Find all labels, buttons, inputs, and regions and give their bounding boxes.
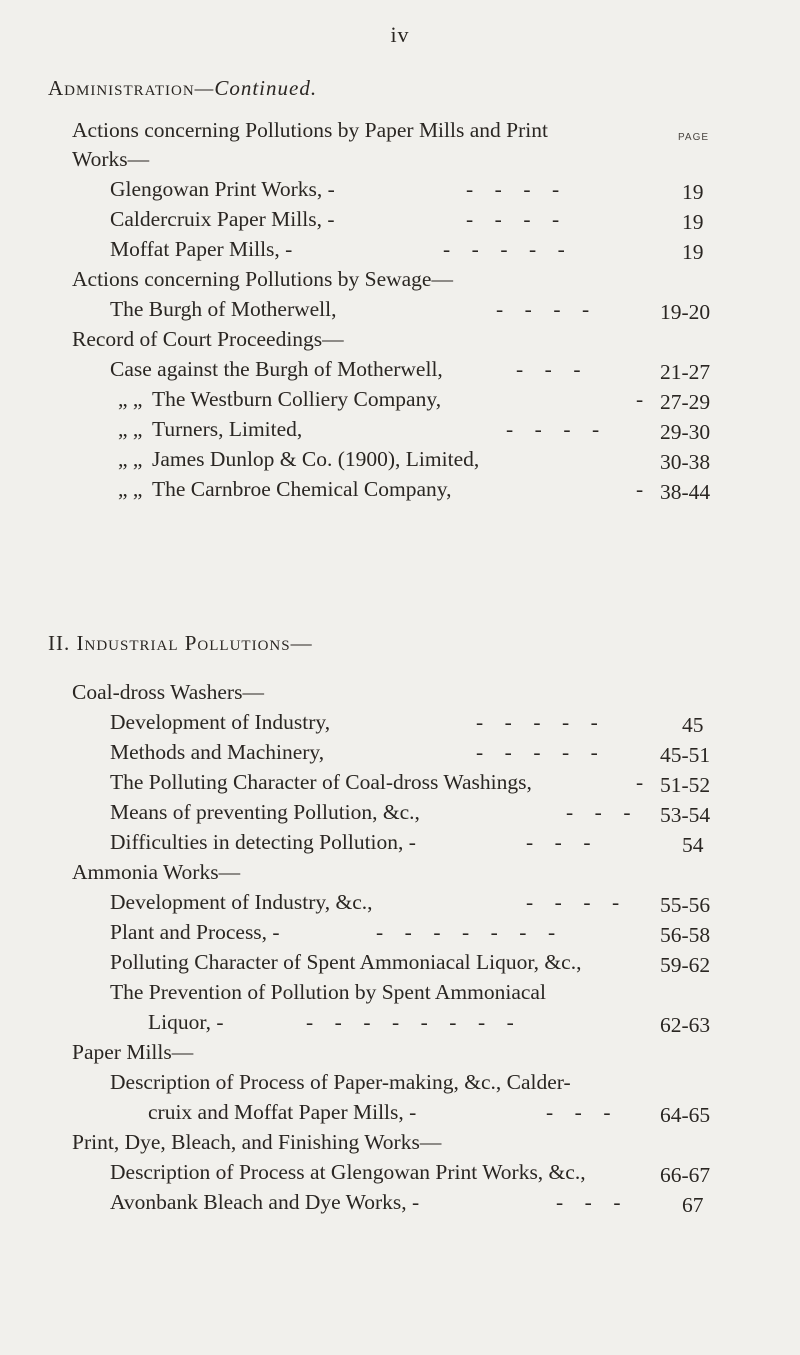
leader-dashes: - - - - xyxy=(496,297,590,321)
leader-dashes: - - - - - xyxy=(476,710,598,734)
toc-entry: Description of Process of Paper-making, &c., Calder- xyxy=(110,1070,571,1094)
leader-dashes: - - - xyxy=(556,1190,621,1214)
toc-entry: Avonbank Bleach and Dye Works, - xyxy=(110,1190,420,1214)
toc-heading: Works— xyxy=(72,147,150,171)
leader-dashes: - - - - - xyxy=(443,237,565,261)
leader-dashes: - - - xyxy=(546,1100,611,1124)
toc-heading: Actions concerning Pollutions by Sewage— xyxy=(72,267,453,291)
toc-entry: The Burgh of Motherwell, xyxy=(110,297,337,321)
toc-entry: cruix and Moffat Paper Mills, - xyxy=(148,1100,417,1124)
toc-entry: The Prevention of Pollution by Spent Ammoniacal xyxy=(110,980,546,1004)
leader-dashes: - xyxy=(636,477,644,501)
ditto-marks: „ „ xyxy=(118,417,143,441)
leader-dashes: - - - xyxy=(516,357,581,381)
toc-page: 19 xyxy=(682,180,704,204)
toc-entry: The Polluting Character of Coal-dross Washings, xyxy=(110,770,532,794)
toc-entry: Polluting Character of Spent Ammoniacal Liquor, &c., xyxy=(110,950,582,974)
toc-entry: Means of preventing Pollution, &c., xyxy=(110,800,420,824)
toc-page: 54 xyxy=(682,833,704,857)
toc-heading: Paper Mills— xyxy=(72,1040,194,1064)
toc-entry: Description of Process at Glengowan Print Works, &c., xyxy=(110,1160,586,1184)
leader-dashes: - - - - xyxy=(506,417,600,441)
leader-dashes: - xyxy=(636,770,644,794)
section-number: II. xyxy=(48,631,71,655)
toc-page: 56-58 xyxy=(660,923,711,947)
leader-dashes: - - - - - xyxy=(476,740,598,764)
toc-entry: Caldercruix Paper Mills, - xyxy=(110,207,335,231)
toc-page: 45-51 xyxy=(660,743,711,767)
toc-heading: Record of Court Proceedings— xyxy=(72,327,344,351)
toc-heading: Print, Dye, Bleach, and Finishing Works— xyxy=(72,1130,442,1154)
toc-page: 51-52 xyxy=(660,773,711,797)
section-heading xyxy=(48,631,313,656)
toc-page: 62-63 xyxy=(660,1013,711,1037)
toc-entry: Liquor, - xyxy=(148,1010,224,1034)
toc-page: 30-38 xyxy=(660,450,711,474)
toc-page: 67 xyxy=(682,1193,704,1217)
toc-page: 59-62 xyxy=(660,953,711,977)
section-title: Industrial Pollutions— xyxy=(76,631,313,655)
toc-page: 55-56 xyxy=(660,893,711,917)
toc-heading: Ammonia Works— xyxy=(72,860,241,884)
toc-page: 45 xyxy=(682,713,704,737)
ditto-marks: „ „ xyxy=(118,477,143,501)
toc-page: 53-54 xyxy=(660,803,711,827)
toc-entry: Development of Industry, xyxy=(110,710,331,734)
leader-dashes: - - - - xyxy=(466,207,560,231)
toc-page: 64-65 xyxy=(660,1103,711,1127)
running-head-title: Administration xyxy=(48,76,195,100)
toc-page: 66-67 xyxy=(660,1163,711,1187)
toc-entry: Development of Industry, &c., xyxy=(110,890,373,914)
toc-entry: Moffat Paper Mills, - xyxy=(110,237,293,261)
toc-heading: Actions concerning Pollutions by Paper Mills and Print xyxy=(72,118,548,142)
toc-entry: Difficulties in detecting Pollution, - xyxy=(110,830,416,854)
toc-entry: Case against the Burgh of Motherwell, xyxy=(110,357,443,381)
toc-entry-text: James Dunlop & Co. (1900), Limited, xyxy=(152,447,480,471)
leader-dashes: - - - - - - - xyxy=(376,920,556,944)
leader-dashes: - - - - xyxy=(466,177,560,201)
page-column-label: PAGE xyxy=(678,132,710,143)
ditto-marks: „ „ xyxy=(118,447,143,471)
toc-entry: Methods and Machinery, xyxy=(110,740,325,764)
toc-entry-text: The Westburn Colliery Company, xyxy=(152,387,442,411)
leader-dashes: - - - - xyxy=(526,890,620,914)
toc-page: 27-29 xyxy=(660,390,711,414)
toc-entry xyxy=(118,449,479,471)
toc-page: 19 xyxy=(682,240,704,264)
leader-dashes: - - - xyxy=(526,830,591,854)
toc-page: 29-30 xyxy=(660,420,711,444)
leader-dashes: - xyxy=(636,387,644,411)
toc-entry xyxy=(118,419,302,441)
toc-entry xyxy=(118,389,441,411)
toc-page: 21-27 xyxy=(660,360,711,384)
toc-entry: Plant and Process, - xyxy=(110,920,280,944)
ditto-marks: „ „ xyxy=(118,387,143,411)
leader-dashes: - - - - - - - - xyxy=(306,1010,514,1034)
page-number: iv xyxy=(390,22,410,47)
toc-page: 19 xyxy=(682,210,704,234)
running-head xyxy=(48,76,317,101)
leader-dashes: - - - xyxy=(566,800,631,824)
toc-entry-text: Turners, Limited, xyxy=(152,417,303,441)
running-head-suffix: —Continued. xyxy=(194,76,318,100)
toc-page: 38-44 xyxy=(660,480,711,504)
toc-entry-text: The Carnbroe Chemical Company, xyxy=(152,477,452,501)
toc-page: 19-20 xyxy=(660,300,711,324)
toc-heading: Coal-dross Washers— xyxy=(72,680,264,704)
toc-entry: Glengowan Print Works, - xyxy=(110,177,335,201)
toc-entry xyxy=(118,479,452,501)
